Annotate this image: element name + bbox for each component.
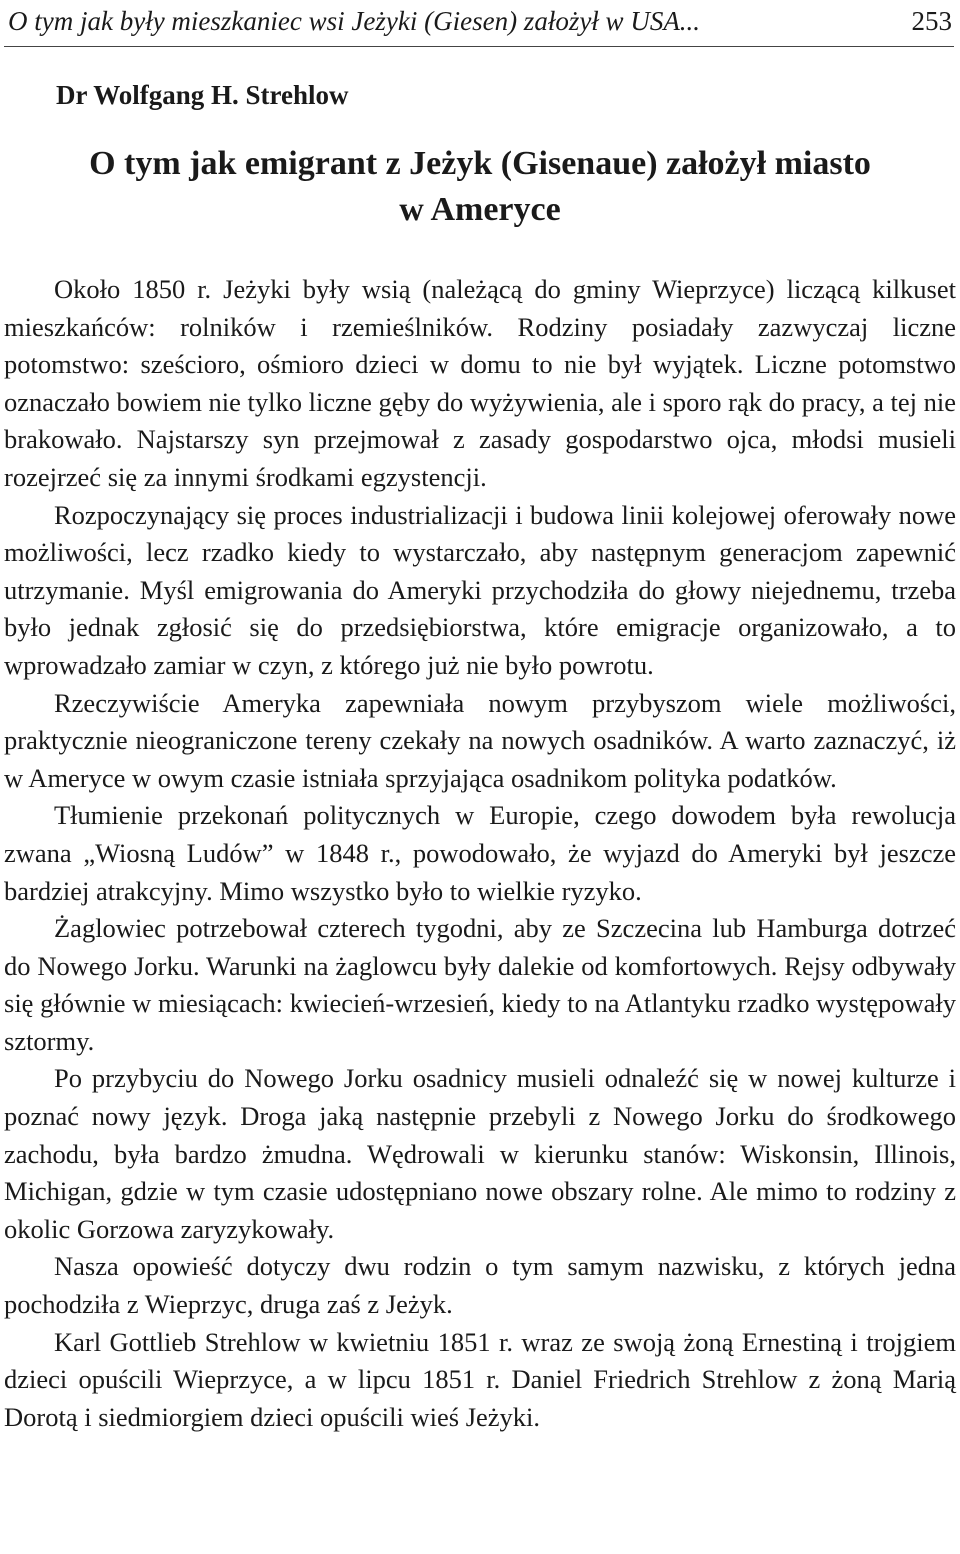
author-name: Dr Wolfgang H. Strehlow — [56, 80, 349, 110]
paragraph: Około 1850 r. Jeżyki były wsią (należącą do gminy Wieprzyce) liczącą kilkuset mieszkańców: rolników i rzemieślników. Rodziny posiadały zazwyczaj liczne potomstwo: sześcioro, ośmioro dzieci w domu to nie był wyjątek. Liczne potomstwo oznaczało bowiem nie tylko liczne gęby do wyżywienia, ale i sporo rąk do pracy, a tej nie brakowało. Najstarszy syn przejmował z zasady gospodarstwo ojca, młodsi musieli rozejrzeć się za innymi środkami egzystencji. — [4, 274, 956, 492]
running-header — [4, 0, 954, 47]
paragraph: Po przybyciu do Nowego Jorku osadnicy musieli odnaleźć się w nowej kulturze i poznać nowy język. Droga jaką następnie przebyli z Nowego Jorku do środkowego zachodu, była bardzo żmudna. Wędrowali w kierunku stanów: Wiskonsin, Illinois, Michigan, gdzie w tym czasie udostępniano nowe obszary rolne. Ale mimo to rodziny z okolic Gorzowa zaryzykowały. — [4, 1063, 956, 1244]
paragraph: Karl Gottlieb Strehlow w kwietniu 1851 r. wraz ze swoją żoną Ernestiną i trojgiem dzieci opuścili Wieprzyce, a w lipcu 1851 r. Daniel Friedrich Strehlow z żoną Marią Dorotą i siedmiorgiem dzieci opuścili wieś Jeżyki. — [4, 1326, 956, 1432]
paragraph: Żaglowiec potrzebował czterech tygodni, aby ze Szczecina lub Hamburga dotrzeć do Nowego Jorku. Warunki na żaglowcu były dalekie od komfortowych. Rejsy odbywały się głównie w miesiącach: kwiecień-wrzesień, kiedy to na Atlantyku rzadko występowały sztormy. — [4, 913, 956, 1056]
article-title-line-1: O tym jak emigrant z Jeżyk (Gisenaue) założył miasto — [89, 145, 871, 182]
article-body — [4, 271, 956, 1436]
page-number: 253 — [911, 6, 952, 36]
paragraph: Rzeczywiście Ameryka zapewniała nowym przybyszom wiele możliwości, praktycznie nieograniczone tereny czekały na nowych osadników. A warto zaznaczyć, iż w Ameryce w owym czasie istniała sprzyjająca osadnikom polityka podatków. — [4, 687, 956, 793]
paragraph: Rozpoczynający się proces industrializacji i budowa linii kolejowej oferowały nowe możliwości, lecz rzadko kiedy to wystarczało, aby następnym generacjom zapewnić utrzymanie. Myśl emigrowania do Ameryki przychodziła do głowy niejednemu, trzeba było jednak zgłosić się do przedsiębiorstwa, które emigracje organizowało, a to wprowadzało zamiar w czyn, z którego już nie było powrotu. — [4, 499, 956, 680]
paragraph: Tłumienie przekonań politycznych w Europie, czego dowodem była rewolucja zwana „Wiosną Ludów” w 1848 r., powodowało, że wyjazd do Ameryki był jeszcze bardziej atrakcyjny. Mimo wszystko było to wielkie ryzyko. — [4, 800, 956, 906]
paragraph: Nasza opowieść dotyczy dwu rodzin o tym samym nazwisku, z których jedna pochodziła z Wieprzyc, druga zaś z Jeżyk. — [4, 1251, 956, 1320]
article-title-line-2: w Ameryce — [399, 191, 561, 228]
running-title: O tym jak były mieszkaniec wsi Jeżyki (Giesen) założył w USA... — [8, 6, 701, 36]
article-title — [4, 141, 956, 233]
